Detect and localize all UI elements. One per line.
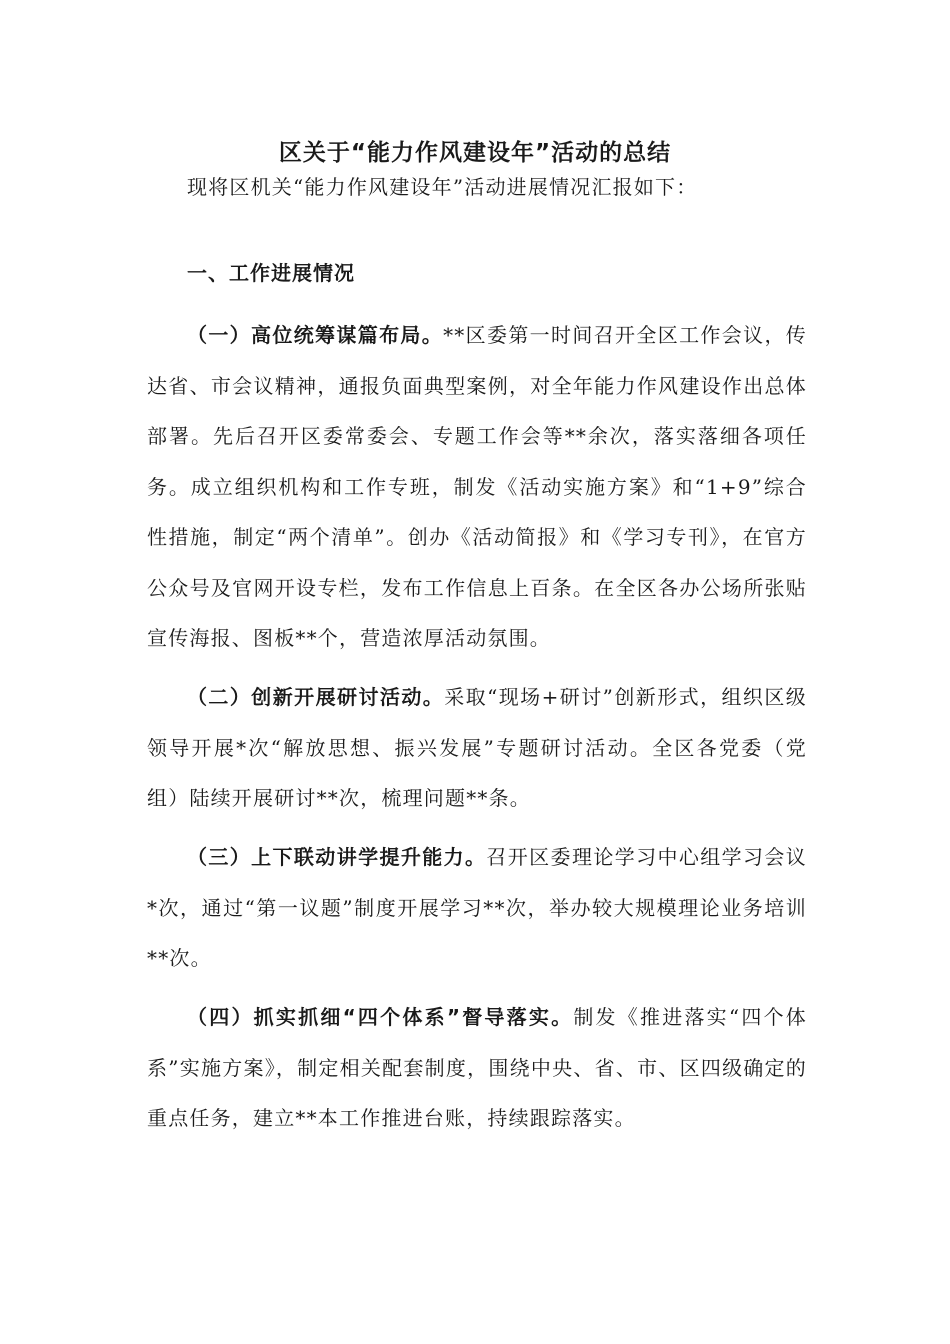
paragraph-4-text: 制发《推进落实“四个体系”实施方案》，制定相关配套制度，围绕中央、省、市、区四级确定的重点任务，建立**本工作推进台账，持续跟踪落实。 bbox=[147, 1005, 807, 1130]
paragraph-2 bbox=[147, 672, 807, 824]
paragraph-1-lead: （一）高位统筹谋篇布局。 bbox=[187, 323, 444, 347]
paragraph-2-text: 采取“现场+研讨”创新形式，组织区级领导开展*次“解放思想、振兴发展”专题研讨活动。全区各党委（党组）陆续开展研讨**次，梳理问题**条。 bbox=[147, 685, 808, 810]
paragraph-2-lead: （二）创新开展研讨活动。 bbox=[187, 685, 445, 709]
paragraph-3 bbox=[147, 832, 807, 984]
document-title: 区关于“能力作风建设年”活动的总结 bbox=[278, 140, 672, 166]
paragraph-3-text: 召开区委理论学习中心组学习会议*次，通过“第一议题”制度开展学习**次，举办较大规模理论业务培训**次。 bbox=[147, 845, 807, 970]
paragraph-4 bbox=[147, 992, 807, 1144]
intro-paragraph: 现将区机关“能力作风建设年”活动进展情况汇报如下： bbox=[187, 175, 698, 199]
paragraph-1 bbox=[147, 310, 807, 664]
paragraph-1-text: **区委第一时间召开全区工作会议，传达省、市会议精神，通报负面典型案例，对全年能力作风建设作出总体部署。先后召开区委常委会、专题工作会等**余次，落实落细各项任务。成立组织机构和工作专班，制发《活动实施方案》和“1+9”综合性措施，制定“两个清单”。创办《活动简报》和《学习专刊》，在官方公众号及官网开设专栏，发布工作信息上百条。在全区各办公场所张贴宣传海报、图板**个，营造浓厚活动氛围。 bbox=[147, 323, 807, 650]
paragraph-4-lead: （四）抓实抓细“四个体系”督导落实。 bbox=[187, 1005, 574, 1029]
paragraph-3-lead: （三）上下联动讲学提升能力。 bbox=[187, 845, 487, 869]
section-heading: 一、工作进展情况 bbox=[187, 261, 355, 285]
